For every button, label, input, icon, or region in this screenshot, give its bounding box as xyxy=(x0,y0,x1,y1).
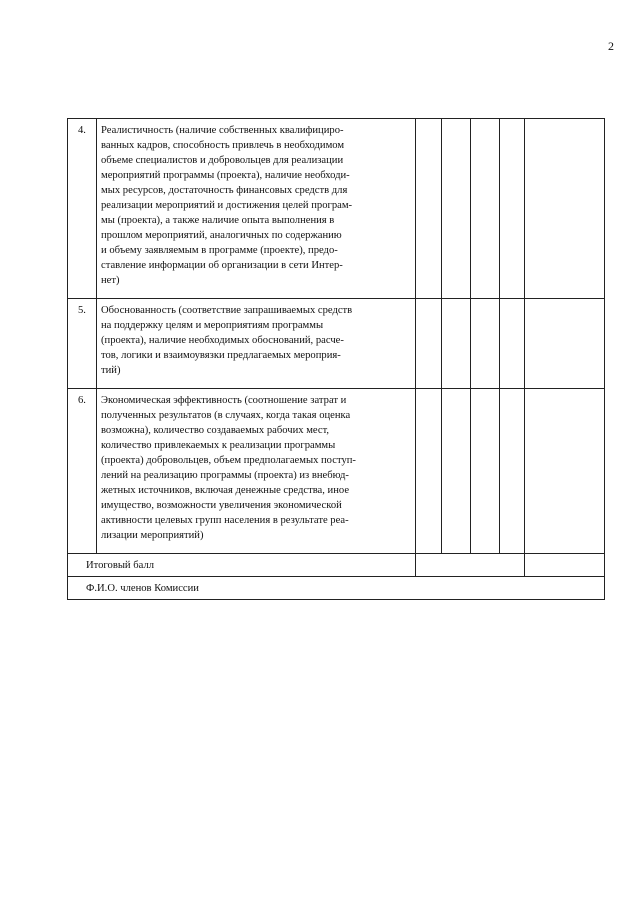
total-score-label: Итоговый балл xyxy=(68,554,416,577)
commission-members-row xyxy=(68,577,605,600)
criterion-text-line: и объему заявляемым в программе (проекте), предо- xyxy=(101,245,338,256)
criterion-text-line: ванных кадров, способность привлечь в необходимом xyxy=(101,140,345,151)
criterion-text-line: (проекта) добровольцев, объем предполагаемых поступ- xyxy=(101,455,356,466)
criterion-number: 4. xyxy=(68,119,97,299)
criterion-number: 5. xyxy=(68,299,97,389)
score-cell xyxy=(442,119,471,299)
criterion-text-line: количество привлекаемых к реализации программы xyxy=(101,440,336,451)
score-cell xyxy=(525,389,605,554)
score-cell xyxy=(525,119,605,299)
criterion-text-line: ставление информации об организации в сети Интер- xyxy=(101,260,343,271)
criterion-row xyxy=(68,389,605,554)
score-cell xyxy=(416,299,442,389)
criterion-text-line: имущество, возможности увеличения экономической xyxy=(101,500,342,511)
total-score-cell xyxy=(416,554,525,577)
score-cell xyxy=(416,119,442,299)
criterion-text-line: мых ресурсов, достаточность финансовых средств для xyxy=(101,185,348,196)
criterion-text-line: прошлом мероприятий, аналогичных по содержанию xyxy=(101,230,342,241)
criterion-description xyxy=(97,119,416,299)
score-cell xyxy=(442,299,471,389)
criterion-text-line: (проекта), наличие необходимых обоснований, расче- xyxy=(101,335,344,346)
page-number: 2 xyxy=(608,39,614,53)
criterion-text-line: мероприятий программы (проекта), наличие необходи- xyxy=(101,170,350,181)
score-cell xyxy=(500,119,525,299)
criterion-text-line: возможна), количество создаваемых рабочих мест, xyxy=(101,425,330,436)
criterion-text-line: нет) xyxy=(101,275,120,286)
criterion-text-line: полученных результатов (в случаях, когда такая оценка xyxy=(101,410,351,421)
criterion-text-line: активности целевых групп населения в результате реа- xyxy=(101,515,349,526)
criterion-description xyxy=(97,299,416,389)
score-cell xyxy=(416,389,442,554)
score-cell xyxy=(471,299,500,389)
criterion-text-line: объеме специалистов и добровольцев для реализации xyxy=(101,155,344,166)
score-cell xyxy=(500,299,525,389)
score-cell xyxy=(471,119,500,299)
criterion-description xyxy=(97,389,416,554)
total-score-extra-cell xyxy=(525,554,605,577)
total-score-row xyxy=(68,554,605,577)
criterion-text-line: Реалистичность (наличие собственных квалифициро- xyxy=(101,125,344,136)
criterion-number: 6. xyxy=(68,389,97,554)
criteria-rows xyxy=(68,119,605,554)
criterion-row xyxy=(68,299,605,389)
score-cell xyxy=(500,389,525,554)
score-cell xyxy=(525,299,605,389)
criterion-text-line: тий) xyxy=(101,365,121,376)
score-cell xyxy=(442,389,471,554)
criterion-text-line: реализации мероприятий и достижения целей програм- xyxy=(101,200,353,211)
criterion-text-line: мы (проекта), а также наличие опыта выполнения в xyxy=(101,215,335,226)
evaluation-table xyxy=(67,118,605,600)
criterion-text-line: тов, логики и взаимоувязки предлагаемых мероприя- xyxy=(101,350,341,361)
criterion-text-line: Обоснованность (соответствие запрашиваемых средств xyxy=(101,305,353,316)
score-cell xyxy=(471,389,500,554)
criterion-text-line: лений на реализацию программы (проекта) из внебюд- xyxy=(101,470,349,481)
criterion-row xyxy=(68,119,605,299)
criterion-text-line: лизации мероприятий) xyxy=(101,530,204,541)
criterion-text-line: жетных источников, включая денежные средства, иное xyxy=(101,485,350,496)
criterion-text-line: на поддержку целям и мероприятиям программы xyxy=(101,320,324,331)
commission-members-label: Ф.И.О. членов Комиссии xyxy=(68,577,605,600)
criterion-text-line: Экономическая эффективность (соотношение затрат и xyxy=(101,395,347,406)
